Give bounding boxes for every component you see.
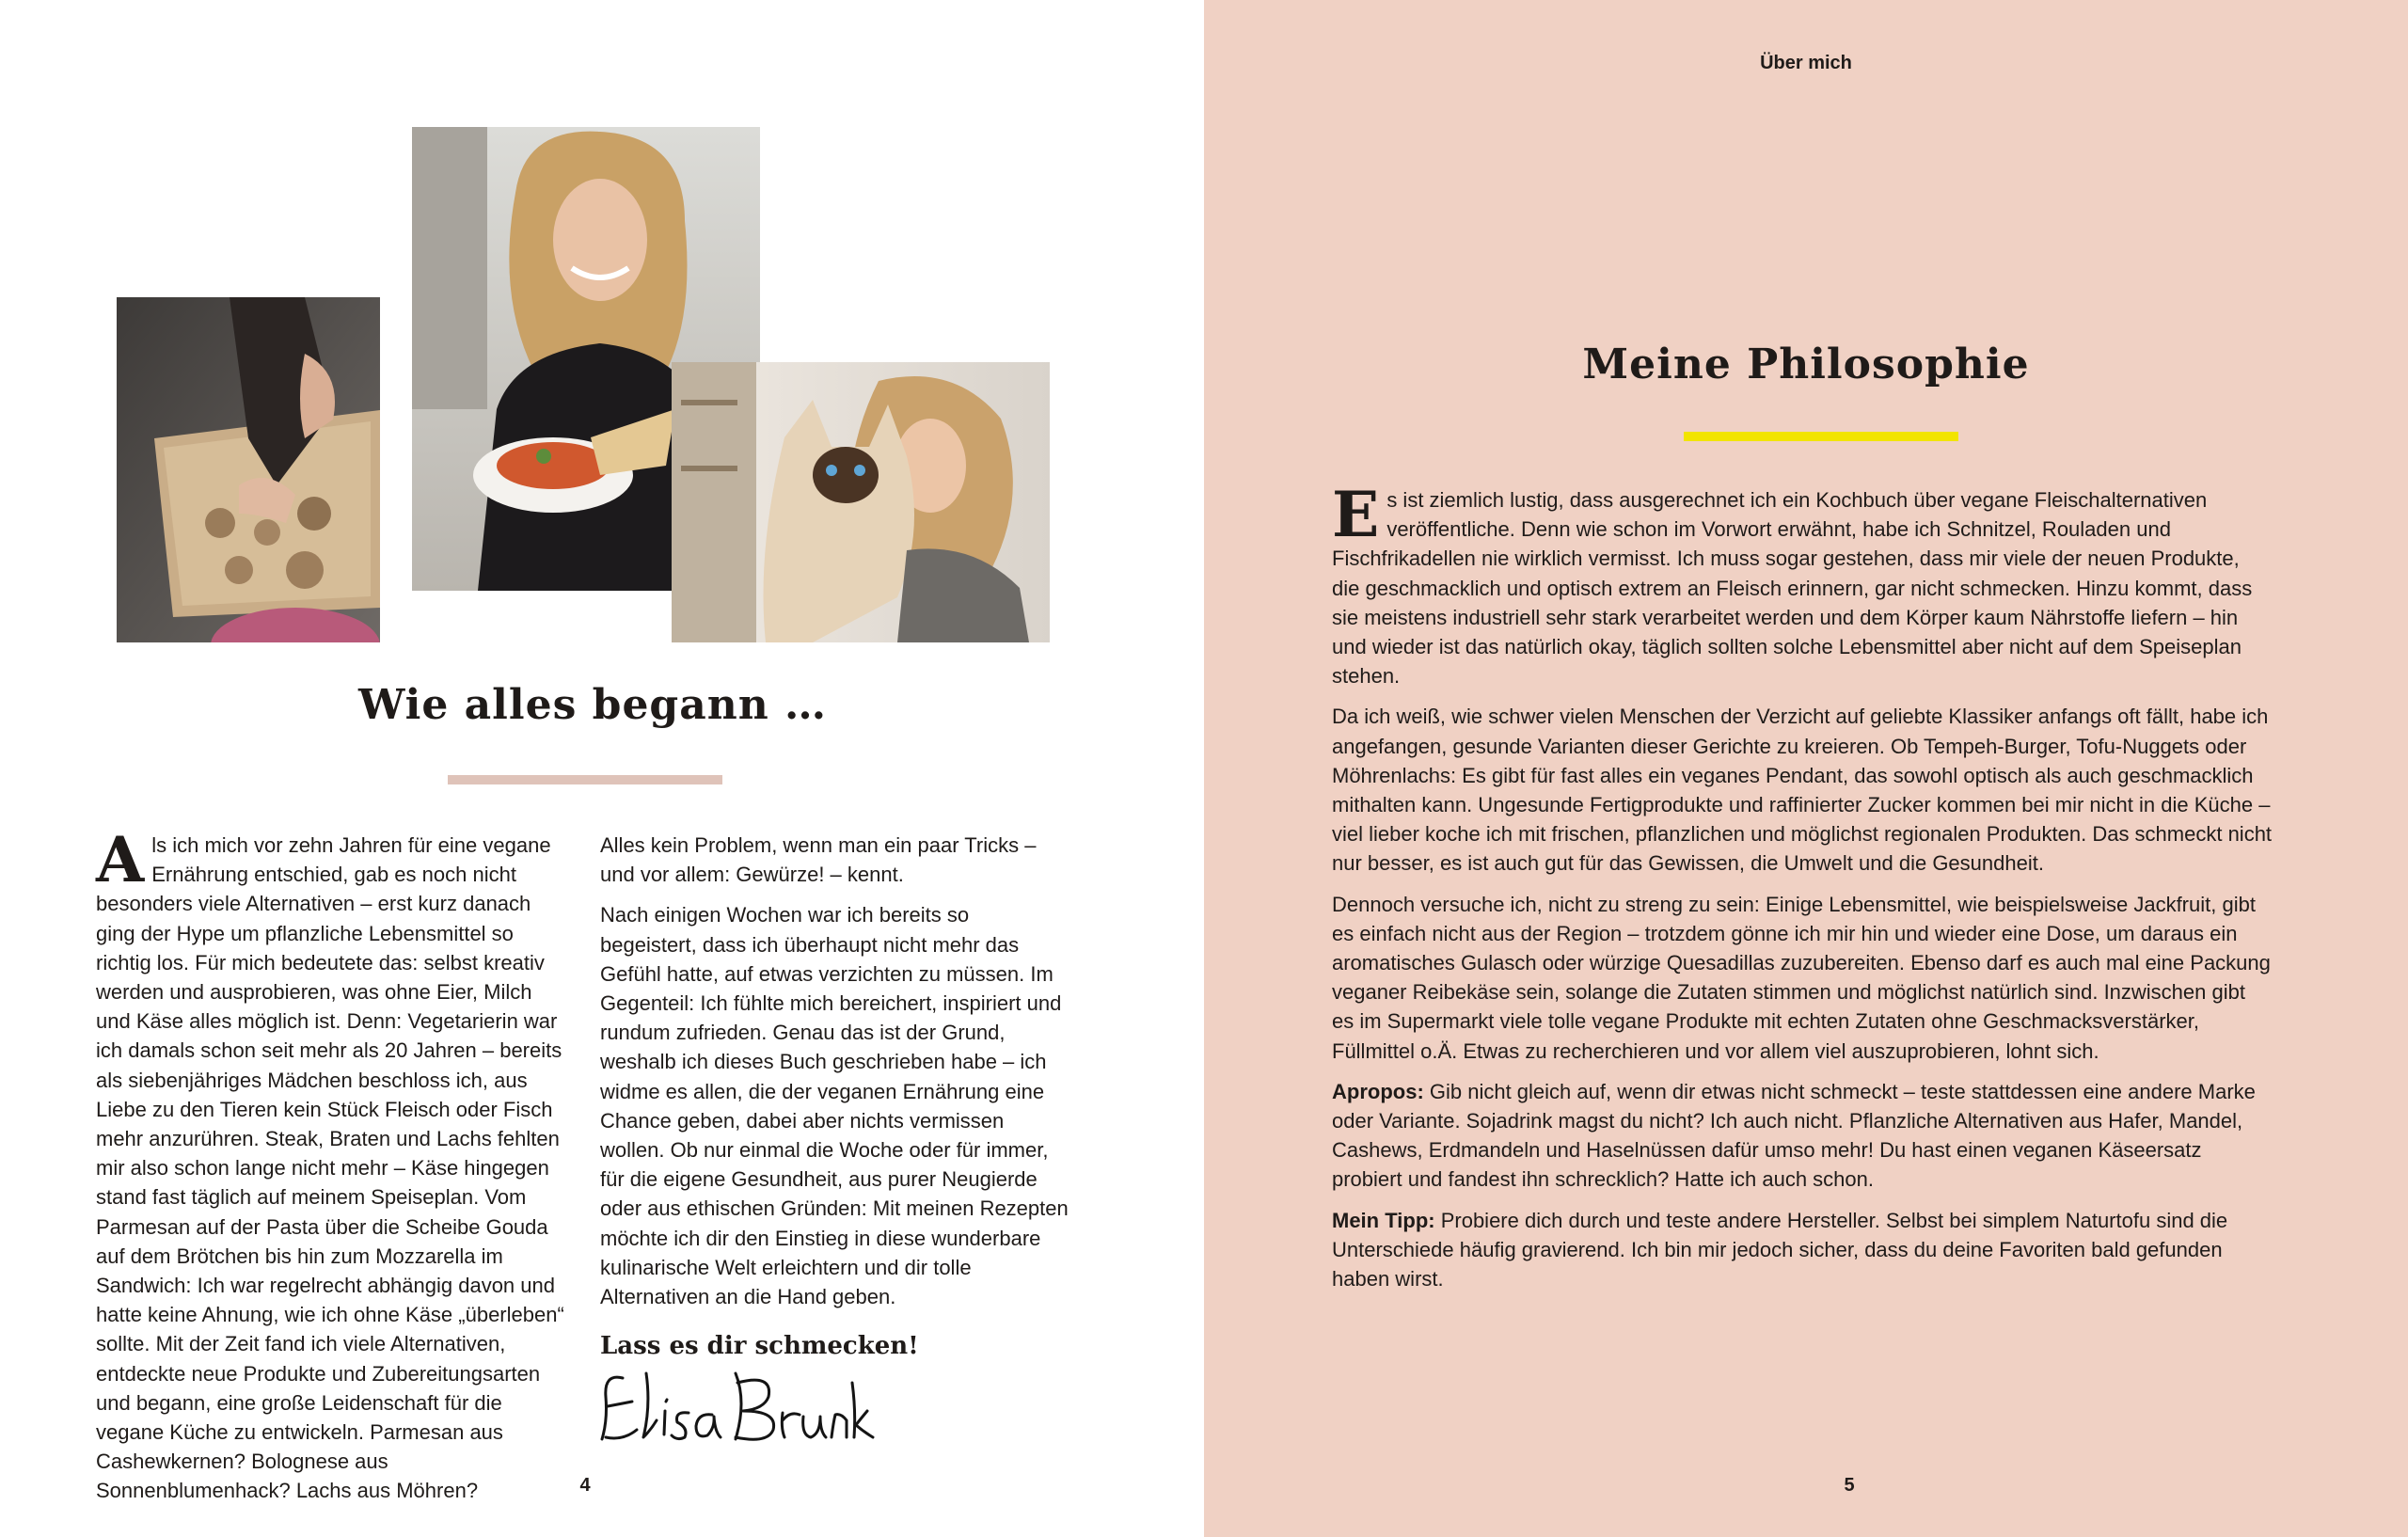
paragraph: Nach einigen Wochen war ich bereits so begeistert, dass ich überhaupt nicht mehr das Gefühl hatte, auf etwas verzichten zu müssen. Im Gegenteil: Ich fühlte mich bereichert, inspiriert und rundum zufrieden. Genau das ist der Grund, weshalb ich dieses Buch geschrieben habe – ich widme es allen, die der veganen Ernährung eine Chance geben, dabei aber nichts vermissen wollen. Ob nur einmal die Woche oder für immer, für die eigene Gesundheit, aus purer Neugierde oder aus ethischen Gründen: Mit meinen Rezepten möchte ich dir den Einstieg in diese wunderbare kulinarische Welt erleichtern und dir tolle Alternativen an die Hand geben. bbox=[600, 903, 1069, 1309]
paragraph: Da ich weiß, wie schwer vielen Menschen der Verzicht auf geliebte Klassiker anfangs oft fällt, habe ich angefangen, gesunde Varianten dieser Gerichte zu kreieren. Ob Tempeh-Burger, Tofu-Nuggets oder Möhrenlachs: Es gibt für fast alles ein veganes Pendant, das sowohl optisch als auch geschmacklich mithalten kann. Ungesunde Fertigprodukte und raffinierter Zucker kommen bei mir nicht in die Küche – viel lieber koche ich mit frischen, pflanzlichen und möglichst regionalen Produkten. Das schmeckt nicht nur besser, es ist auch gut für das Gewissen, die Umwelt und die Gesundheit. bbox=[1332, 705, 2273, 876]
handwritten-signature-icon bbox=[594, 1355, 877, 1449]
drop-cap: E bbox=[1332, 478, 1380, 551]
baking-photo bbox=[117, 297, 380, 642]
apropos-paragraph: Apropos: Gib nicht gleich auf, wenn dir etwas nicht schmeckt – teste stattdessen eine andere Marke oder Variante. Sojadrink magst du nicht? Ich auch nicht. Pflanzliche Alternativen aus Hafer, Mandel, Cashews, Erdmandeln und Haselnüssen dafür umso mehr! Du hast einen veganen Käseersatz probiert und fandest ihn schrecklich? Hatte ich auch schon. bbox=[1332, 1079, 2256, 1192]
paragraph: Alles kein Problem, wenn man ein paar Tricks – und vor allem: Gewürze! – kennt. bbox=[600, 833, 1037, 887]
intro-paragraph: Als ich mich vor zehn Jahren für eine vegane Ernährung entschied, gab es noch nicht besonders viele Alternativen – erst kurz danach ging der Hype um pflanzliche Lebensmittel so richtig los. Für mich bedeutete das: selbst kreativ werden und ausprobieren, was ohne Eier, Milch und Käse alles möglich ist. Denn: Vegetarierin war ich damals schon seit mehr als 20 Jahren – bereits als siebenjähriges Mädchen beschloss ich, aus Liebe zu den Tieren kein Stück Fleisch oder Fisch mehr anzurühren. Steak, Braten und Lachs fehlten mir also schon lange nicht mehr – Käse hingegen stand fast täglich auf meinem Speiseplan. Vom Parmesan auf der Pasta über die Scheibe Gouda auf dem Brötchen bis hin zum Mozzarella im Sandwich: Ich war regelrecht abhängig davon und hatte keine Ahnung, wie ich ohne Käse „überleben“ sollte. Mit der Zeit fand ich viele Alternativen, entdeckte neue Produkte und Zubereitungsarten und begann, eine große Leidenschaft für die vegane Küche zu entwickeln. Parmesan aus Cashewkernen? Bolognese aus Sonnenblumenhack? Lachs aus Möhren? bbox=[96, 823, 564, 1503]
tipp-paragraph: Mein Tipp: Probiere dich durch und teste andere Hersteller. Selbst bei simplem Naturtofu sind die Unterschiede häufig gravierend. Ich bin mir jedoch sicher, dass du deine Favoriten bald gefunden haben wirst. bbox=[1332, 1208, 2228, 1291]
text-column bbox=[1332, 478, 2273, 1305]
section-title: Meine Philosophie bbox=[1582, 341, 2030, 388]
page-number: 5 bbox=[1844, 1475, 1855, 1496]
title-underline bbox=[1684, 432, 1958, 441]
right-page bbox=[1204, 0, 2408, 1537]
closing-line: Lass es dir schmecken! bbox=[600, 1332, 919, 1361]
page-number: 4 bbox=[579, 1475, 591, 1496]
woman-with-siamese-cat-photo bbox=[672, 362, 1050, 642]
hands-on-baking-tray-photo bbox=[117, 297, 380, 642]
text-column-1 bbox=[96, 823, 571, 1517]
apropos-label: Apropos: bbox=[1332, 1079, 1424, 1103]
cat-photo bbox=[672, 362, 1050, 642]
tipp-label: Mein Tipp: bbox=[1332, 1208, 1435, 1232]
section-title: Wie alles begann … bbox=[357, 681, 828, 729]
paragraph: Dennoch versuche ich, nicht zu streng zu sein: Einige Lebensmittel, wie beispielsweise Jackfruit, gibt es einfach nicht aus der Region – trotzdem gönne ich mir hin und wieder eine Dose, um daraus ein aromatisches Gulasch oder würzige Quesadillas zuzubereiten. Ebenso darf es auch mal eine Packung veganer Reibekäse sein, solange die Zutaten stimmen und möglichst natürlich sind. Inzwischen gibt es im Supermarkt viele tolle vegane Produkte mit echten Zutaten ohne Geschmacksverstärker, Füllmittel o.Ä. Etwas zu recherchieren und vor allem viel auszuprobieren, lohnt sich. bbox=[1332, 892, 2271, 1063]
text-column-2 bbox=[600, 831, 1070, 1362]
title-underline bbox=[448, 775, 722, 784]
drop-cap: A bbox=[96, 823, 145, 896]
intro-paragraph: Es ist ziemlich lustig, dass ausgerechnet ich ein Kochbuch über vegane Fleischalternativen veröffentliche. Denn wie schon im Vorwort erwähnt, habe ich Schnitzel, Rouladen und Fischfrikadellen nie wirklich vermisst. Ich muss sogar gestehen, dass mir viele der neuen Produkte, die geschmacklich und optisch extrem an Fleisch erinnern, gar nicht schmecken. Hinzu kommt, dass sie meistens industriell sehr stark verarbeitet werden und dem Körper kaum Nährstoffe liefern – hin und wieder ist das natürlich okay, täglich sollten solche Lebensmittel aber nicht auf dem Speiseplan stehen. bbox=[1332, 478, 2253, 689]
running-head: Über mich bbox=[1760, 53, 1852, 73]
signature bbox=[594, 1355, 877, 1449]
